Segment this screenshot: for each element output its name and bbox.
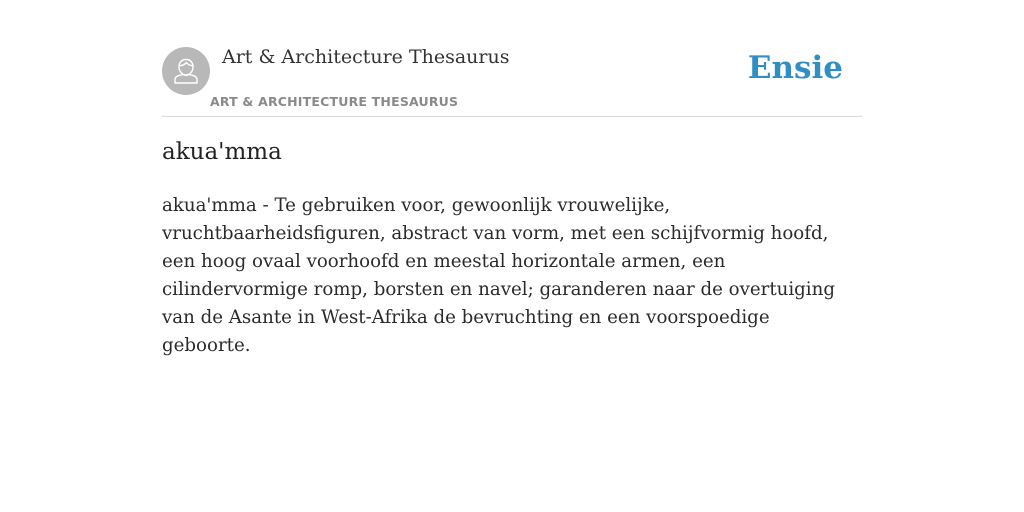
avatar[interactable] (162, 47, 210, 95)
author-name[interactable]: Art & Architecture Thesaurus (222, 46, 510, 68)
user-icon (162, 47, 210, 95)
brand-logo[interactable]: Ensie (747, 50, 843, 86)
entry-term: akua'mma (162, 139, 282, 165)
entry-definition: akua'mma - Te gebruiken voor, gewoonlijk vrouwelijke, vruchtbaarheidsfiguren, abstract van vorm, met een schijfvormig hoofd, een hoog ovaal voorhoofd en meestal horizontale armen, een cilindervormige romp, borsten en navel; garanderen naar de overtuiging van de Asante in West-Afrika de bevruchting en een voorspoedige geboorte. (162, 195, 835, 356)
source-label[interactable]: ART & ARCHITECTURE THESAURUS (210, 94, 459, 109)
entry-header (162, 40, 862, 117)
